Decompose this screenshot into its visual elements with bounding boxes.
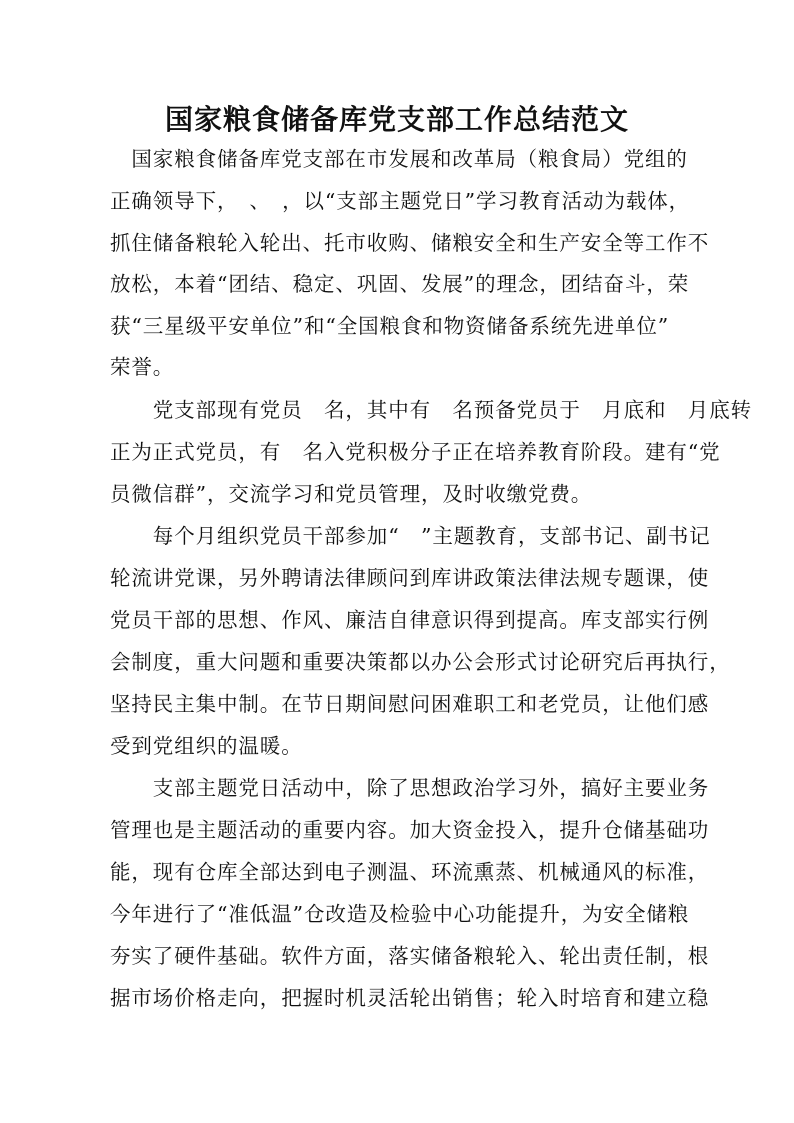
text-line: 今年进行了“准低温”仓改造及检验中心功能提升，为安全储粮 xyxy=(110,902,690,926)
document-title: 国家粮食储备库党支部工作总结范文 xyxy=(164,103,629,136)
text-line: 轮流讲党课，另外聘请法律顾问到库讲政策法律法规专题课，使 xyxy=(110,566,710,590)
text-line: 党员干部的思想、作风、廉洁自律意识得到提高。库支部实行例 xyxy=(110,608,710,632)
text-line: 受到党组织的温暖。 xyxy=(110,734,303,758)
text-line: 员微信群”，交流学习和党员管理，及时收缴党费。 xyxy=(110,482,593,506)
text-line: 夯实了硬件基础。软件方面，落实储备粮轮入、轮出责任制，根 xyxy=(110,944,710,968)
text-line: 正确领导下， 、 ，以“支部主题党日”学习教育活动为载体， xyxy=(110,189,691,213)
text-line: 会制度，重大问题和重要决策都以办公会形式讨论研究后再执行， xyxy=(110,650,731,674)
text-line: 党支部现有党员 名，其中有 名预备党员于 月底和 月底转 xyxy=(110,398,752,422)
text-line: 支部主题党日活动中，除了思想政治学习外，搞好主要业务 xyxy=(110,776,710,800)
text-line: 能，现有仓库全部达到电子测温、环流熏蒸、机械通风的标准， xyxy=(110,860,710,884)
text-line: 抓住储备粮轮入轮出、托市收购、储粮安全和生产安全等工作不 xyxy=(110,231,710,255)
text-line: 国家粮食储备库党支部在市发展和改革局（粮食局）党组的 xyxy=(110,147,688,171)
text-line: 据市场价格走向，把握时机灵活轮出销售；轮入时培育和建立稳 xyxy=(110,986,710,1010)
text-line: 坚持民主集中制。在节日期间慰问困难职工和老党员，让他们感 xyxy=(110,692,710,716)
text-line: 获“三星级平安单位”和“全国粮食和物资储备系统先进单位” xyxy=(110,314,670,338)
text-line: 管理也是主题活动的重要内容。加大资金投入，提升仓储基础功 xyxy=(110,818,710,842)
text-line: 每个月组织党员干部参加“ ”主题教育，支部书记、副书记 xyxy=(110,524,711,548)
text-line: 正为正式党员，有 名入党积极分子正在培养教育阶段。建有“党 xyxy=(110,440,721,464)
text-line: 放松，本着“团结、稳定、巩固、发展”的理念，团结奋斗，荣 xyxy=(110,272,690,296)
text-line: 荣誉。 xyxy=(110,355,175,379)
